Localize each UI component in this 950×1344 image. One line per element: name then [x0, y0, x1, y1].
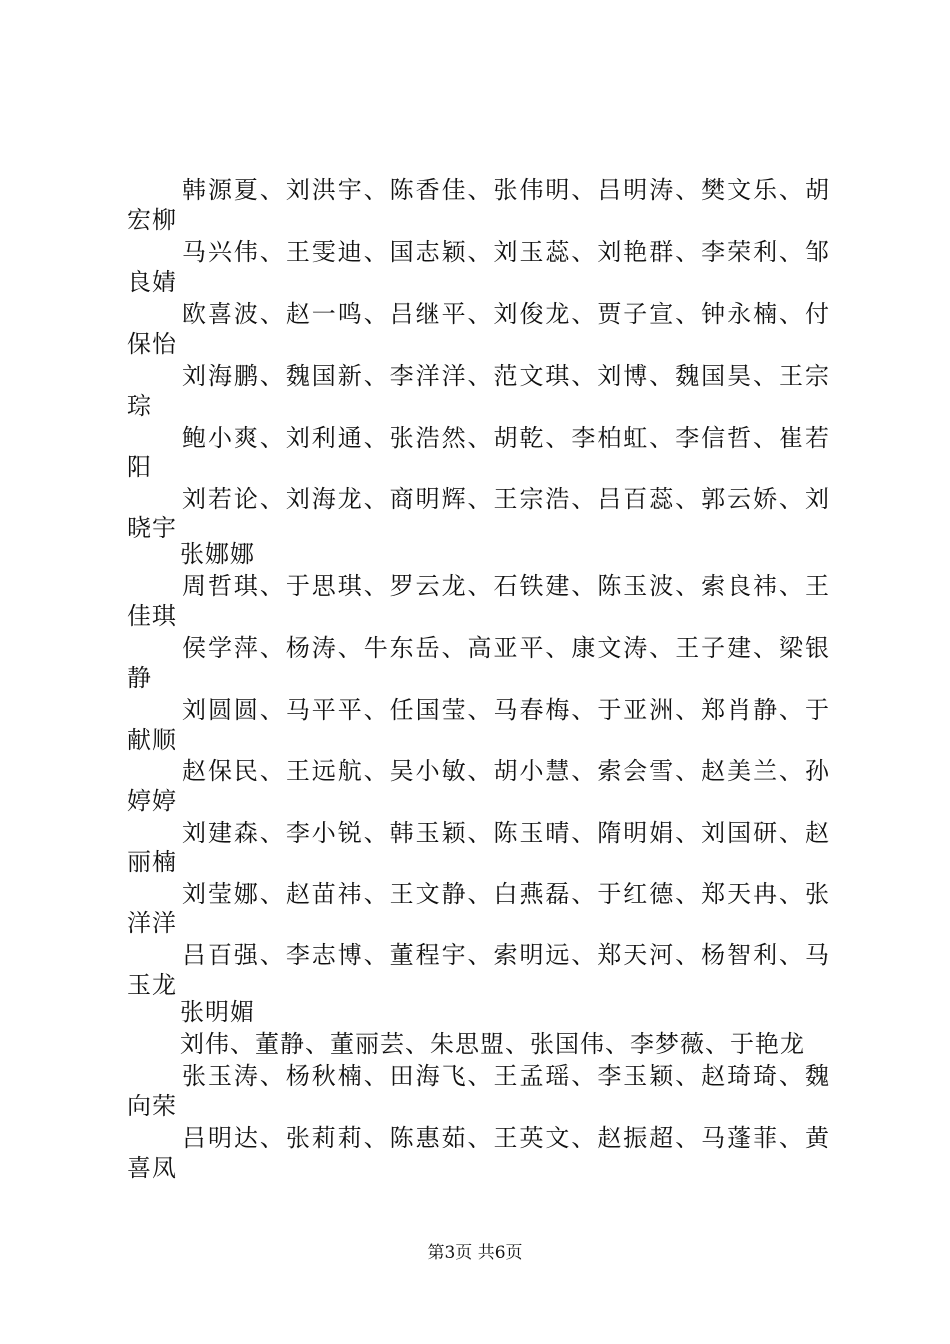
text-line: 刘海鹏、魏国新、李洋洋、范文琪、刘博、魏国昊、王宗	[182, 362, 830, 390]
text-line: 鲍小爽、刘利通、张浩然、胡乾、李柏虹、李信哲、崔若	[182, 424, 830, 452]
text-line: 韩源夏、刘洪宇、陈香佳、张伟明、吕明涛、樊文乐、胡	[182, 176, 830, 204]
text-line: 晓宇	[127, 514, 177, 542]
text-line: 张玉涛、杨秋楠、田海飞、王孟瑶、李玉颖、赵琦琦、魏	[182, 1062, 830, 1090]
text-line: 刘建森、李小锐、韩玉颖、陈玉晴、隋明娟、刘国研、赵	[182, 819, 830, 847]
text-line: 良婧	[127, 268, 177, 296]
text-line: 侯学萍、杨涛、牛东岳、高亚平、康文涛、王子建、梁银	[182, 634, 830, 662]
text-line: 静	[127, 664, 152, 692]
text-line: 欧喜波、赵一鸣、吕继平、刘俊龙、贾子宣、钟永楠、付	[182, 300, 830, 328]
text-line: 吕明达、张莉莉、陈惠茹、王英文、赵振超、马蓬菲、黄	[182, 1124, 830, 1152]
text-line: 献顺	[127, 726, 177, 754]
text-line: 婷婷	[127, 787, 177, 815]
text-line: 保怡	[127, 330, 177, 358]
text-line: 赵保民、王远航、吴小敏、胡小慧、索会雪、赵美兰、孙	[182, 757, 830, 785]
text-line: 佳琪	[127, 602, 177, 630]
text-line: 刘莹娜、赵苗祎、王文静、白燕磊、于红德、郑天冉、张	[182, 880, 830, 908]
text-line: 刘圆圆、马平平、任国莹、马春梅、于亚洲、郑肖静、于	[182, 696, 830, 724]
text-line: 马兴伟、王雯迪、国志颖、刘玉蕊、刘艳群、李荣利、邹	[182, 238, 830, 266]
text-line: 吕百强、李志博、董程宇、索明远、郑天河、杨智利、马	[182, 941, 830, 969]
text-line: 周哲琪、于思琪、罗云龙、石铁建、陈玉波、索良祎、王	[182, 572, 830, 600]
text-line: 宏柳	[127, 206, 177, 234]
text-line: 刘伟、董静、董丽芸、朱思盟、张国伟、李梦薇、于艳龙	[180, 1030, 805, 1058]
text-line: 丽楠	[127, 848, 177, 876]
text-line: 张明媚	[180, 998, 255, 1026]
page-footer: 第3页 共6页	[427, 1243, 523, 1263]
text-line: 琮	[127, 392, 152, 420]
text-line: 刘若论、刘海龙、商明辉、王宗浩、吕百蕊、郭云娇、刘	[182, 485, 830, 513]
text-line: 向荣	[127, 1092, 177, 1120]
text-line: 玉龙	[127, 971, 177, 999]
text-line: 喜凤	[127, 1154, 177, 1182]
text-line: 洋洋	[127, 909, 177, 937]
text-line: 阳	[127, 453, 152, 481]
text-line: 张娜娜	[180, 540, 255, 568]
